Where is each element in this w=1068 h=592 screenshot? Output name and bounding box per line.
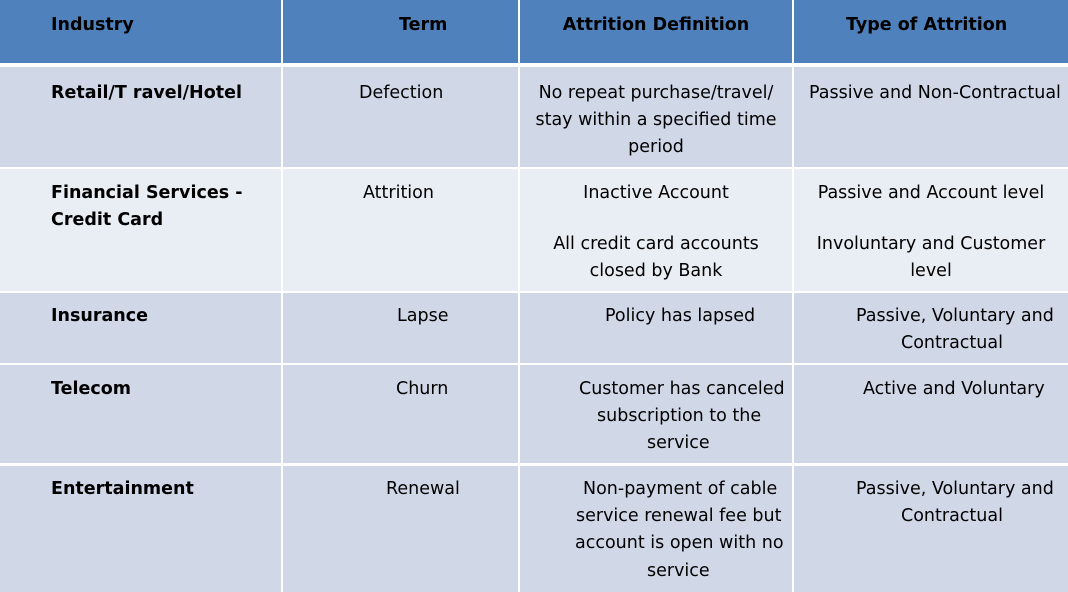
cell-type [794, 169, 1068, 291]
table-header-row [0, 0, 1068, 63]
definition-line: account is open with no [575, 533, 784, 553]
table-row [0, 67, 1068, 167]
cell-industry [0, 67, 281, 167]
definition-line: service [647, 433, 710, 453]
definition-line: No repeat purchase/travel/ [538, 83, 774, 103]
cell-type [794, 293, 1068, 363]
type-line: Passive, Voluntary and [856, 306, 1054, 326]
industry-line: Entertainment [51, 479, 194, 499]
industry-line: Financial Services - [51, 183, 243, 203]
type-line: Passive and Account level [817, 183, 1045, 203]
table-row [0, 169, 1068, 291]
header-cell-industry [0, 0, 281, 63]
term-text: Defection [359, 83, 444, 103]
type-line: Passive, Voluntary and [856, 479, 1054, 499]
table-row [0, 466, 1068, 592]
definition-line: subscription to the [597, 406, 762, 426]
definition-line: service [647, 561, 710, 581]
definition-line: Non-payment of cable [583, 479, 778, 499]
cell-industry [0, 169, 281, 291]
definition-line: closed by Bank [589, 261, 723, 281]
type-line: Passive and Non-Contractual [809, 83, 1061, 103]
cell-term [283, 365, 518, 463]
definition-line: Customer has canceled [579, 379, 785, 399]
header-cell-type [794, 0, 1068, 63]
cell-definition [520, 466, 792, 592]
cell-definition [520, 293, 792, 363]
type-line: Contractual [901, 333, 1003, 353]
definition-line: period [628, 137, 684, 157]
cell-term [283, 466, 518, 592]
cell-definition [520, 365, 792, 463]
term-text: Churn [396, 379, 449, 399]
cell-term [283, 169, 518, 291]
cell-type [794, 466, 1068, 592]
type-line: Active and Voluntary [863, 379, 1045, 399]
cell-industry [0, 466, 281, 592]
industry-line: Retail/T ravel/Hotel [51, 83, 242, 103]
definition-line: service renewal fee but [576, 506, 782, 526]
definition-line: Inactive Account [583, 183, 729, 203]
cell-term [283, 67, 518, 167]
cell-term [283, 293, 518, 363]
header-type: Type of Attrition [846, 15, 1008, 35]
cell-definition [520, 67, 792, 167]
definition-line: All credit card accounts [553, 234, 759, 254]
header-industry: Industry [51, 15, 134, 35]
header-term: Term [399, 15, 448, 35]
term-text: Lapse [397, 306, 449, 326]
type-line: Contractual [901, 506, 1003, 526]
cell-type [794, 365, 1068, 463]
industry-line: Telecom [51, 379, 131, 399]
definition-line: Policy has lapsed [605, 306, 756, 326]
industry-line: Insurance [51, 306, 148, 326]
table-row [0, 293, 1068, 363]
type-line: level [910, 261, 952, 281]
cell-industry [0, 365, 281, 463]
cell-type [794, 67, 1068, 167]
term-text: Renewal [386, 479, 460, 499]
definition-line: stay within a specified time [535, 110, 777, 130]
cell-industry [0, 293, 281, 363]
industry-line: Credit Card [51, 210, 164, 230]
header-cell-definition [520, 0, 792, 63]
term-text: Attrition [363, 183, 434, 203]
header-cell-term [283, 0, 518, 63]
header-definition: Attrition Definition [562, 15, 750, 35]
cell-definition [520, 169, 792, 291]
type-line: Involuntary and Customer [816, 234, 1046, 254]
table-row [0, 365, 1068, 463]
